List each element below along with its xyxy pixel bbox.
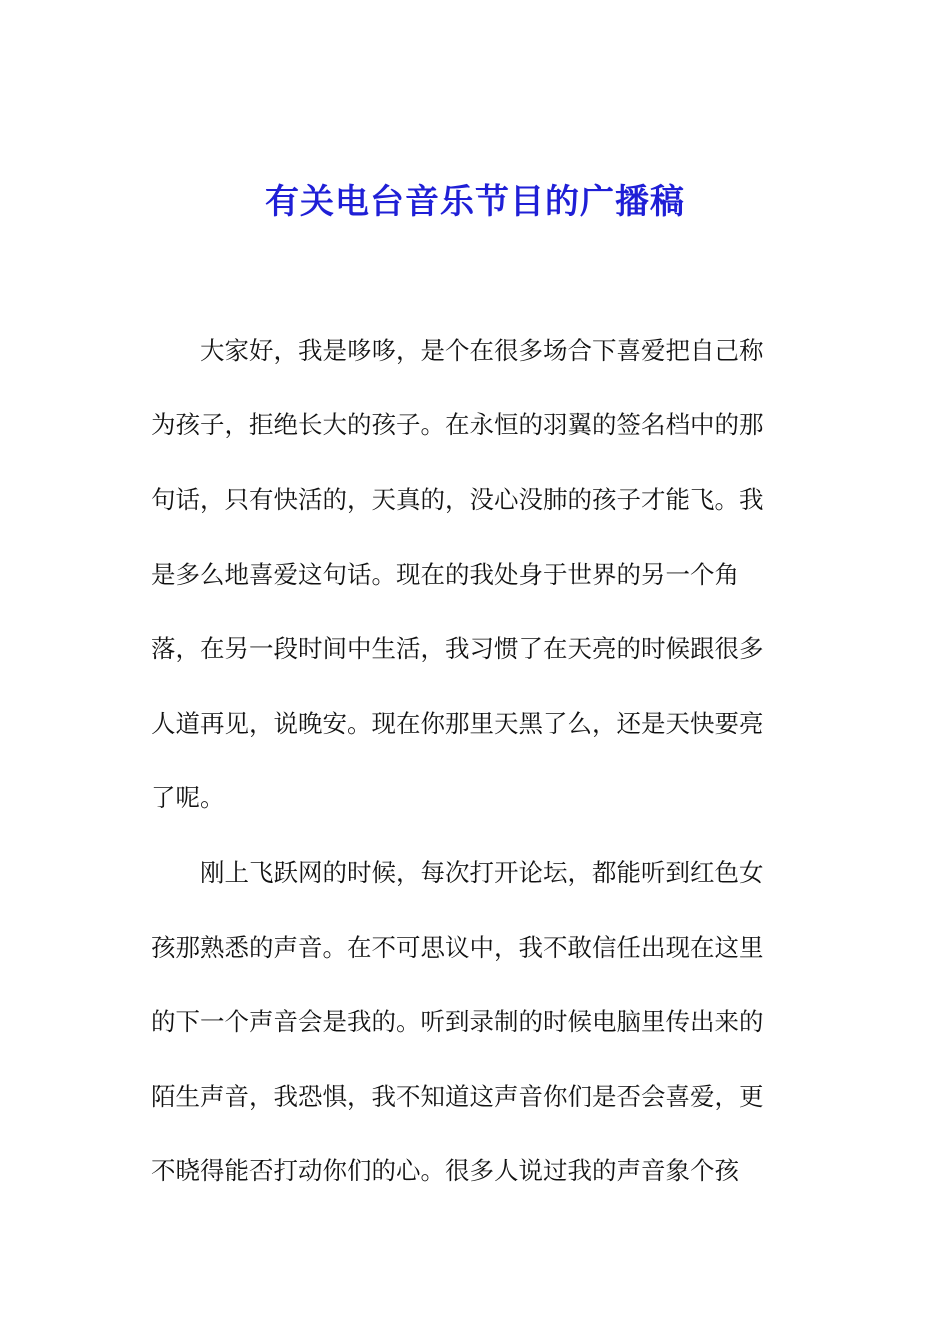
body-line: 人道再见，说晚安。现在你那里天黑了么，还是天快要亮 xyxy=(151,709,764,738)
body-line: 的下一个声音会是我的。听到录制的时候电脑里传出来的 xyxy=(151,1007,764,1036)
body-line: 不晓得能否打动你们的心。很多人说过我的声音象个孩 xyxy=(151,1156,739,1185)
body-line: 大家好，我是哆哆，是个在很多场合下喜爱把自己称 xyxy=(151,336,764,365)
body-line: 是多么地喜爱这句话。现在的我处身于世界的另一个角 xyxy=(151,560,739,589)
body-line: 陌生声音，我恐惧，我不知道这声音你们是否会喜爱，更 xyxy=(151,1082,764,1111)
body-line: 刚上飞跃网的时候，每次打开论坛，都能听到红色女 xyxy=(151,858,764,887)
body-line: 孩那熟悉的声音。在不可思议中，我不敢信任出现在这里 xyxy=(151,933,764,962)
body-line: 了呢。 xyxy=(151,783,225,812)
document-title: 有关电台音乐节目的广播稿 xyxy=(265,182,685,222)
body-line: 落，在另一段时间中生活，我习惯了在天亮的时候跟很多 xyxy=(151,634,764,663)
body-line: 为孩子，拒绝长大的孩子。在永恒的羽翼的签名档中的那 xyxy=(151,410,764,439)
body-line: 句话，只有快活的，天真的，没心没肺的孩子才能飞。我 xyxy=(151,485,764,514)
